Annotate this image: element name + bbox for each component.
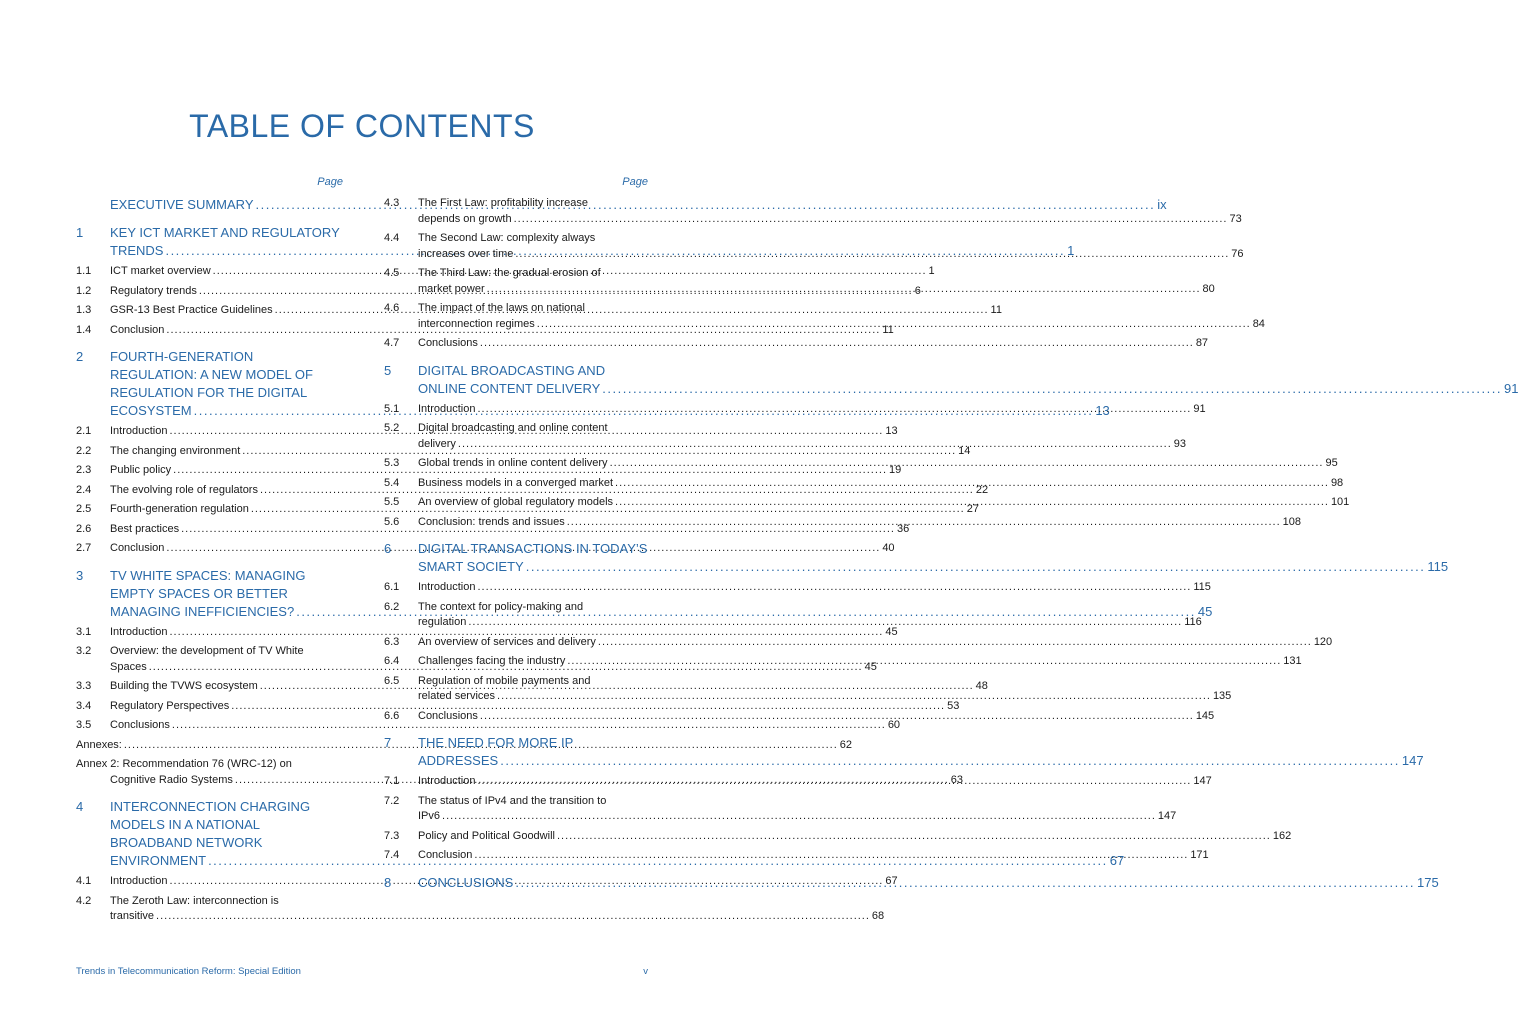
toc-entry-title: Conclusion: trends and issues xyxy=(418,515,565,528)
toc-page-number: ix xyxy=(1157,197,1167,212)
toc-page-number: 116 xyxy=(1184,616,1202,628)
toc-entry-title: TRENDS xyxy=(110,243,164,258)
toc-entry-number: 3.4 xyxy=(76,699,92,712)
toc-section-entry[interactable] xyxy=(384,635,1333,651)
toc-entry-number: 5.3 xyxy=(384,457,400,469)
toc-page-number: 22 xyxy=(975,483,989,496)
toc-page-number: 101 xyxy=(1330,496,1350,508)
toc-page-number: 98 xyxy=(1330,476,1344,489)
toc-page-number: 162 xyxy=(1272,829,1292,842)
page-column-label: Page xyxy=(622,176,648,188)
toc-entry-title: GSR-13 Best Practice Guidelines xyxy=(110,304,273,316)
toc-entry-title: related services xyxy=(418,690,496,702)
toc-page-number: 95 xyxy=(1325,457,1338,469)
dot-leader xyxy=(480,336,1194,352)
toc-entry-title: Global trends in online content delivery xyxy=(418,457,608,469)
toc-page-number: 68 xyxy=(871,910,885,922)
toc-page-number: 45 xyxy=(1197,603,1213,619)
toc-entry-title: SMART SOCIETY xyxy=(418,559,524,574)
toc-entry-title: Regulatory Perspectives xyxy=(110,699,230,712)
toc-entry-number: 5 xyxy=(384,362,392,378)
toc-entry-number: 3.2 xyxy=(76,645,92,657)
toc-entry-title: IPv6 xyxy=(418,810,441,822)
toc-entry-number: 3 xyxy=(76,567,84,583)
dot-leader xyxy=(515,874,1415,892)
toc-page-number: 131 xyxy=(1283,655,1302,667)
toc-page-number: 147 xyxy=(1193,775,1212,787)
toc-entry-number: 5.4 xyxy=(384,476,400,489)
toc-entry-title: Conclusions xyxy=(418,709,478,722)
page-footer xyxy=(76,966,648,977)
toc-entry-title: The evolving role of regulators xyxy=(110,483,258,496)
toc-entry-title: CONCLUSIONS xyxy=(418,874,514,890)
toc-page-number: 63 xyxy=(950,773,964,786)
toc-entry-number: 6.3 xyxy=(384,635,400,648)
toc-page-number: 62 xyxy=(839,738,853,751)
toc-entry-title: Annex 2: Recommendation 76 (WRC-12) on xyxy=(76,758,292,770)
toc-entry-title: Public policy xyxy=(110,464,172,476)
toc-entry-number: 2.4 xyxy=(76,483,92,496)
toc-entry-title: REGULATION FOR THE DIGITAL xyxy=(110,385,308,400)
toc-entry-number: 5.1 xyxy=(384,402,400,415)
dot-leader xyxy=(567,654,1281,670)
toc-entry-number: 7.4 xyxy=(384,849,400,861)
toc-entry-title: The impact of the laws on national xyxy=(418,302,585,314)
footer-page-number: v xyxy=(643,966,648,977)
toc-entry-number: 1.3 xyxy=(76,304,92,316)
toc-entry-title: Overview: the development of TV White xyxy=(110,645,304,657)
toc-entry-title: TV WHITE SPACES: MANAGING xyxy=(110,567,306,583)
toc-section-entry[interactable] xyxy=(384,266,1215,297)
toc-entry-title: The status of IPv4 and the transition to xyxy=(418,794,607,807)
dot-leader xyxy=(468,615,1182,631)
toc-section-entry[interactable] xyxy=(384,600,1202,631)
toc-entry-title: FOURTH-GENERATION xyxy=(110,349,254,364)
toc-entry-title: Conclusion xyxy=(418,849,473,861)
toc-entry-title: market power xyxy=(418,282,485,295)
toc-page-number: 67 xyxy=(885,875,898,887)
toc-section-entry[interactable] xyxy=(384,829,1292,845)
toc-entry-number: 1 xyxy=(76,225,84,240)
toc-page-number: 73 xyxy=(1229,212,1242,225)
toc-page-number: 67 xyxy=(1109,853,1125,868)
toc-page-number: 120 xyxy=(1313,635,1333,648)
toc-section-entry[interactable] xyxy=(76,522,910,538)
toc-page-number: 53 xyxy=(947,699,960,712)
toc-section-entry[interactable] xyxy=(76,699,960,715)
toc-page-number: 13 xyxy=(1095,403,1110,418)
toc-page-number: 1 xyxy=(1067,243,1075,258)
toc-entry-number: 2 xyxy=(76,349,84,364)
toc-section-entry[interactable] xyxy=(76,483,989,499)
toc-entry-number: 6.1 xyxy=(384,581,400,593)
toc-entry-title: EXECUTIVE SUMMARY xyxy=(110,197,254,212)
toc-entry-title: Introduction xyxy=(418,402,476,415)
dot-leader xyxy=(477,402,1191,418)
toc-entry-title: REGULATION: A NEW MODEL OF xyxy=(110,367,313,382)
toc-entry-title: The context for policy-making and xyxy=(418,600,584,613)
toc-entry-title: DIGITAL BROADCASTING AND xyxy=(418,362,606,378)
toc-entry-number: 8 xyxy=(384,874,392,890)
toc-entry-title: Digital broadcasting and online content xyxy=(418,422,608,434)
toc-entry-number: 1.4 xyxy=(76,323,92,336)
toc-page-number: 48 xyxy=(975,680,988,692)
toc-section-entry[interactable] xyxy=(384,794,1177,825)
dot-leader xyxy=(477,580,1191,596)
toc-entry-number: 6.6 xyxy=(384,709,400,722)
toc-entry-number: 2.5 xyxy=(76,503,92,515)
toc-entry-number: 2.6 xyxy=(76,522,92,535)
toc-page-number: 175 xyxy=(1417,874,1439,890)
toc-entry-title: Best practices xyxy=(110,522,180,535)
toc-page-number: 6 xyxy=(914,284,921,297)
toc-entry-title: ONLINE CONTENT DELIVERY xyxy=(418,380,601,396)
toc-page-number: 91 xyxy=(1503,380,1518,396)
toc-entry-title: ICT market overview xyxy=(110,265,211,277)
toc-entry-title: INTERCONNECTION CHARGING xyxy=(110,799,311,814)
toc-page-number: 93 xyxy=(1173,437,1187,450)
toc-section-entry[interactable] xyxy=(76,444,971,460)
toc-entry-title: Introduction xyxy=(110,875,168,887)
toc-entry-title: Building the TVWS ecosystem xyxy=(110,680,258,692)
toc-entry-title: Business models in a converged market xyxy=(418,476,614,489)
toc-entry-title: MANAGING INEFFICIENCIES? xyxy=(110,603,295,619)
toc-entry-number: 2.1 xyxy=(76,425,92,437)
toc-entry-number: 6.5 xyxy=(384,674,400,687)
toc-page-number: 84 xyxy=(1252,317,1265,330)
toc-entry-title: BROADBAND NETWORK xyxy=(110,835,263,850)
toc-entry-title: MODELS IN A NATIONAL xyxy=(110,817,261,832)
toc-entry-number xyxy=(76,196,110,214)
toc-entry-number: 4.5 xyxy=(384,267,400,279)
toc-page-number: 14 xyxy=(958,444,971,457)
toc-entry-number: 3.1 xyxy=(76,625,92,638)
toc-page-number: 11 xyxy=(990,304,1002,316)
toc-entry-title: depends on growth xyxy=(418,212,512,225)
toc-entry-title: Spaces xyxy=(110,660,147,673)
toc-entry-number: 1.1 xyxy=(76,265,92,277)
toc-entry-number: 6.4 xyxy=(384,655,400,667)
toc-page-number: 135 xyxy=(1212,690,1232,702)
page-title: TABLE OF CONTENTS xyxy=(189,108,535,144)
dot-leader xyxy=(477,774,1191,790)
toc-entry-title: Conclusions xyxy=(110,719,170,731)
dot-leader xyxy=(610,456,1324,472)
toc-entry-title: Conclusions xyxy=(418,337,478,349)
page-column-label: Page xyxy=(317,176,343,188)
toc-entry-title: Cognitive Radio Systems xyxy=(110,773,233,786)
toc-entry-number: 2.2 xyxy=(76,444,92,457)
toc-entry-number: 7.1 xyxy=(384,775,400,787)
toc-entry-title: transitive xyxy=(110,910,155,922)
toc-page-number: 80 xyxy=(1202,282,1215,295)
toc-entry-number: 4.2 xyxy=(76,894,92,907)
toc-page-number: 11 xyxy=(882,323,894,336)
toc-entry-number: 7.3 xyxy=(384,829,400,842)
dot-leader xyxy=(442,809,1156,825)
footer-publication-title: Trends in Telecommunication Reform: Special Edition xyxy=(76,966,301,977)
toc-page-number: 19 xyxy=(889,464,902,476)
toc-entry-title: Introduction xyxy=(418,775,476,787)
toc-entry-number: 3.3 xyxy=(76,680,92,692)
toc-entry-title: Fourth-generation regulation xyxy=(110,503,249,515)
toc-entry-number: 7.2 xyxy=(384,794,400,807)
toc-entry-title: KEY ICT MARKET AND REGULATORY xyxy=(110,225,340,240)
toc-entry-number: 5.5 xyxy=(384,496,400,508)
toc-entry-number: 3.5 xyxy=(76,719,92,731)
dot-leader xyxy=(156,909,870,925)
toc-entry-title: increases over time xyxy=(418,247,514,260)
toc-entry-title: ADDRESSES xyxy=(418,753,499,768)
toc-page-number: 13 xyxy=(885,425,898,437)
toc-page-number: 115 xyxy=(1427,559,1449,574)
dot-leader xyxy=(515,247,1229,263)
toc-entry-title: Annexes: xyxy=(76,738,122,751)
toc-page-number: 27 xyxy=(966,503,979,515)
dot-leader xyxy=(487,282,1201,298)
toc-page-number: 91 xyxy=(1193,402,1206,415)
dot-leader xyxy=(598,635,1312,651)
toc-entry-title: Regulation of mobile payments and xyxy=(418,674,591,687)
toc-chapter-entry[interactable] xyxy=(384,362,1518,398)
dot-leader xyxy=(526,558,1426,576)
toc-entry-title: Introduction xyxy=(110,625,168,638)
toc-entry-title: The Zeroth Law: interconnection is xyxy=(110,894,279,907)
toc-section-entry[interactable] xyxy=(76,894,885,925)
toc-section-entry[interactable] xyxy=(76,718,901,734)
toc-entry-number: 4.1 xyxy=(76,875,92,887)
dot-leader xyxy=(497,689,1211,705)
toc-entry-number: 6.2 xyxy=(384,600,400,613)
toc-page-number: 60 xyxy=(887,719,901,731)
toc-entry-number: 2.3 xyxy=(76,464,92,476)
dot-leader xyxy=(567,515,1281,531)
dot-leader xyxy=(557,829,1271,845)
toc-entry-title: THE NEED FOR MORE IP xyxy=(418,735,574,750)
toc-entry-number: 5.6 xyxy=(384,515,400,528)
toc-entry-title: Challenges facing the industry xyxy=(418,655,566,667)
toc-entry-number: 4.4 xyxy=(384,232,400,244)
dot-leader xyxy=(514,212,1228,228)
toc-entry-title: Regulatory trends xyxy=(110,284,197,297)
toc-entry-title: Policy and Political Goodwill xyxy=(418,829,555,842)
toc-entry-title: ENVIRONMENT xyxy=(110,853,207,868)
toc-page-number: 87 xyxy=(1195,337,1209,349)
toc-page-number: 45 xyxy=(885,625,898,638)
toc-section-entry[interactable] xyxy=(76,625,898,641)
toc-entry-number: 4.6 xyxy=(384,302,400,314)
toc-entry-number: 2.7 xyxy=(76,542,92,554)
toc-entry-title: EMPTY SPACES OR BETTER xyxy=(110,585,288,601)
toc-page-number: 147 xyxy=(1401,753,1424,768)
toc-entry-title: The Second Law: complexity always xyxy=(418,232,596,244)
toc-entry-title: DIGITAL TRANSACTIONS IN TODAY’S xyxy=(418,541,648,556)
toc-section-entry[interactable] xyxy=(384,336,1209,352)
toc-entry-number: 4.7 xyxy=(384,337,400,349)
dot-leader xyxy=(602,380,1502,398)
toc-entry-title: An overview of services and delivery xyxy=(418,635,596,648)
dot-leader xyxy=(500,752,1400,770)
toc-page-number: 76 xyxy=(1231,247,1244,260)
toc-page-number: 40 xyxy=(882,542,895,554)
toc-entry-title: ECOSYSTEM xyxy=(110,403,192,418)
dot-leader xyxy=(474,848,1188,864)
dot-leader xyxy=(615,476,1329,492)
toc-page-number: 145 xyxy=(1195,709,1215,722)
toc-entry-number: 4 xyxy=(76,799,84,814)
toc-entry-title: Introduction xyxy=(418,581,476,593)
toc-entry-title: The First Law: profitability increase xyxy=(418,197,588,209)
toc-entry-title: The changing environment xyxy=(110,444,241,457)
toc-page-number: 171 xyxy=(1190,849,1209,861)
toc-entry-title: Introduction xyxy=(110,425,168,437)
toc-entry-number: 4.3 xyxy=(384,197,400,209)
toc-section-entry[interactable] xyxy=(384,580,1211,596)
toc-page-number: 115 xyxy=(1193,581,1211,593)
toc-entry-title: The Third Law: the gradual erosion of xyxy=(418,267,601,279)
toc-entry-title: Conclusion xyxy=(110,542,165,554)
toc-entry-number: 1.2 xyxy=(76,284,92,297)
toc-page-number: 45 xyxy=(864,660,877,673)
toc-entry-title: An overview of global regulatory models xyxy=(418,496,614,508)
toc-entry-number: 7 xyxy=(384,735,392,750)
toc-entry-title: regulation xyxy=(418,616,467,628)
toc-page-number: 1 xyxy=(928,265,935,277)
toc-page-number: 108 xyxy=(1282,515,1301,528)
toc-entry-number: 5.2 xyxy=(384,422,400,434)
dot-leader xyxy=(480,709,1194,725)
dot-leader xyxy=(537,317,1251,333)
toc-entry-title: Conclusion xyxy=(110,323,165,336)
toc-entry-number: 6 xyxy=(384,541,392,556)
dot-leader xyxy=(458,437,1172,453)
toc-entry-title: interconnection regimes xyxy=(418,317,535,330)
dot-leader xyxy=(615,495,1329,511)
toc-page-number: 36 xyxy=(896,522,910,535)
toc-page-number: 147 xyxy=(1157,810,1177,822)
toc-entry-title: delivery xyxy=(418,437,456,450)
toc-section-entry[interactable] xyxy=(384,231,1244,262)
